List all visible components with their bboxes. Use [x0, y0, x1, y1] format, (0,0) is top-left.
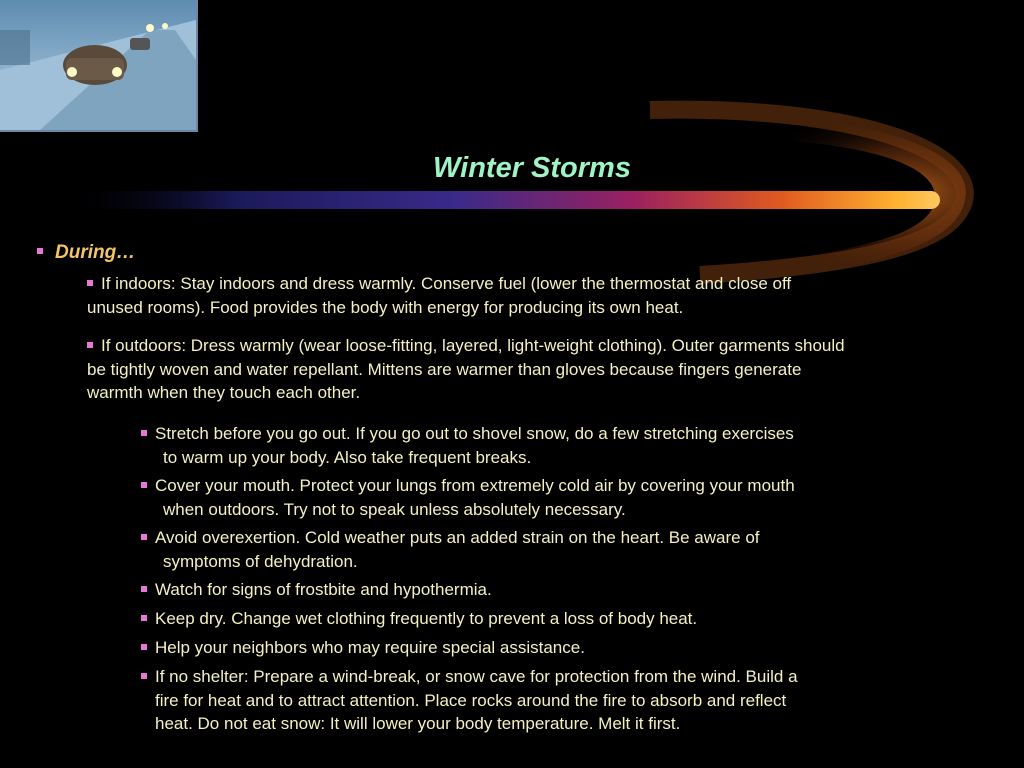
tip-line: fire for heat and to attract attention. Place rocks around the fire to absorb and reflect	[155, 690, 787, 710]
heading-label: During…	[55, 242, 136, 263]
paragraph-outdoors	[87, 334, 987, 405]
square-bullet-icon	[37, 248, 43, 254]
square-bullet-icon	[141, 430, 147, 436]
tip-line: Help your neighbors who may require special assistance.	[155, 638, 585, 657]
tip-line: heat. Do not eat snow: It will lower your body temperature. Melt it first.	[155, 714, 681, 733]
heading-during	[37, 242, 135, 264]
paragraph-line: be tightly woven and water repellant. Mittens are warmer than gloves because fingers generate	[87, 359, 802, 379]
tip-line: when outdoors. Try not to speak unless absolutely necessary.	[163, 499, 626, 519]
tip-line: symptoms of dehydration.	[163, 551, 358, 571]
tip-line: Stretch before you go out. If you go out to shovel snow, do a few stretching exercises	[155, 424, 794, 443]
tip-line: Watch for signs of frostbite and hypothermia.	[155, 580, 492, 599]
square-bullet-icon	[141, 482, 147, 488]
square-bullet-icon	[141, 586, 147, 592]
tip-help-neighbors	[141, 636, 921, 660]
tip-frostbite	[141, 578, 921, 602]
tip-line: to warm up your body. Also take frequent breaks.	[163, 447, 532, 467]
paragraph-line: unused rooms). Food provides the body with energy for producing its own heat.	[87, 297, 684, 317]
tip-line: Avoid overexertion. Cold weather puts an added strain on the heart. Be aware of	[155, 528, 760, 547]
snowy-road-car-photo-icon	[0, 0, 196, 130]
paragraph-line: warmth when they touch each other.	[87, 383, 361, 402]
tip-cover-mouth	[141, 474, 921, 521]
tip-line: If no shelter: Prepare a wind-break, or snow cave for protection from the wind. Build a	[155, 667, 798, 686]
tip-no-shelter	[141, 665, 931, 736]
square-bullet-icon	[141, 615, 147, 621]
slide-title: Winter Storms	[433, 152, 631, 184]
square-bullet-icon	[141, 644, 147, 650]
square-bullet-icon	[87, 342, 93, 348]
tip-stretch	[141, 422, 921, 469]
square-bullet-icon	[141, 673, 147, 679]
paragraph-indoors	[87, 272, 927, 319]
tip-line: Cover your mouth. Protect your lungs from extremely cold air by covering your mouth	[155, 476, 795, 495]
tip-avoid-overexertion	[141, 526, 921, 573]
tip-line: Keep dry. Change wet clothing frequently to prevent a loss of body heat.	[155, 609, 698, 628]
paragraph-line: If indoors: Stay indoors and dress warmly. Conserve fuel (lower the thermostat and close off	[101, 274, 792, 293]
square-bullet-icon	[141, 534, 147, 540]
square-bullet-icon	[87, 280, 93, 286]
snowy-road-photo	[0, 0, 198, 132]
tip-keep-dry	[141, 607, 921, 631]
paragraph-line: If outdoors: Dress warmly (wear loose-fitting, layered, light-weight clothing). Outer garments should	[101, 336, 845, 355]
